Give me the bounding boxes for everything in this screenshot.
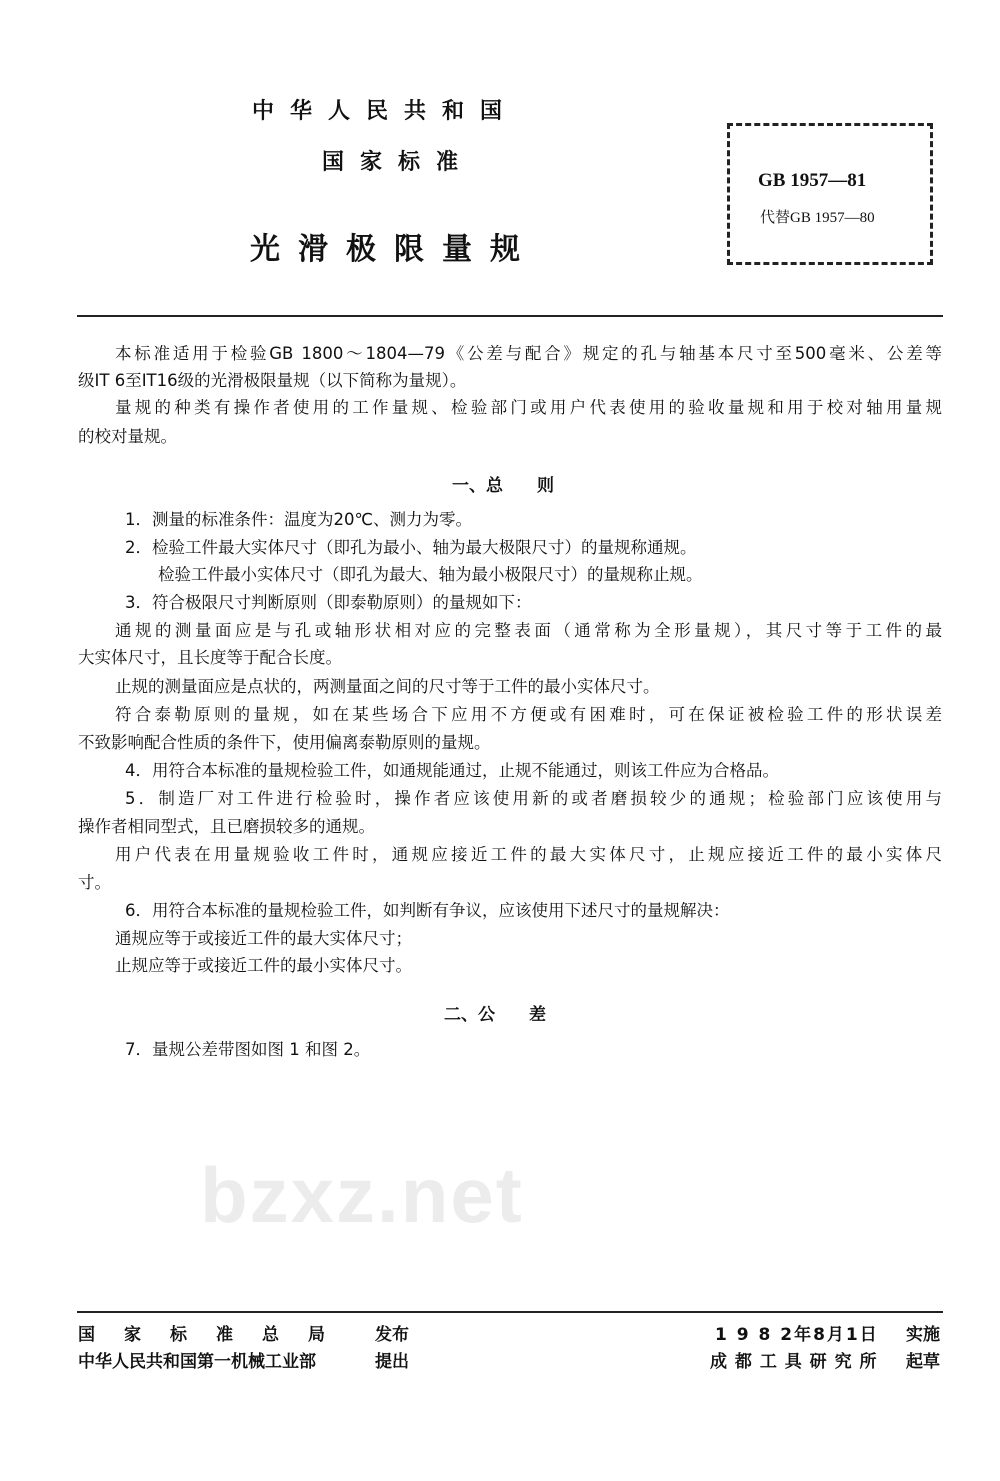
intro-line: 本标准适用于检验GB 1800～1804—79《公差与配合》规定的孔与轴基本尺寸至500毫米、公差等 <box>115 344 942 363</box>
clause-line: 4．用符合本标准的量规检验工件，如通规能通过，止规不能通过，则该工件应为合格品。 <box>125 761 779 780</box>
clause-line: 7．量规公差带图如图 1 和图 2。 <box>125 1040 371 1059</box>
footer-effective-date: 1 9 8 2年8月1日 <box>715 1325 879 1345</box>
footer-drafter: 成 都 工 具 研 究 所 <box>710 1352 878 1372</box>
clause-line: 用户代表在用量规验收工件时，通规应接近工件的最大实体尺寸，止规应接近工件的最小实体尺 <box>115 845 942 864</box>
section-heading-general: 一、总 则 <box>452 476 554 496</box>
clause-line: 不致影响配合性质的条件下，使用偏离泰勒原则的量规。 <box>78 733 491 752</box>
intro-line: 级IT 6至IT16级的光滑极限量规（以下简称为量规）。 <box>78 371 467 390</box>
footer-date-action: 实施 <box>906 1325 940 1345</box>
clause-line: 止规的测量面应是点状的，两测量面之间的尺寸等于工件的最小实体尺寸。 <box>115 677 660 696</box>
footer-proposer-action: 提出 <box>375 1352 409 1372</box>
country-name: 中华人民共和国 <box>252 99 519 124</box>
replaces-code: 代替GB 1957—80 <box>760 210 875 226</box>
intro-line: 量规的种类有操作者使用的工作量规、检验部门或用户代表使用的验收量规和用于校对轴用量规 <box>115 398 942 417</box>
section-heading-tolerance: 二、公 差 <box>444 1005 546 1025</box>
clause-line: 操作者相同型式，且已磨损较多的通规。 <box>78 817 375 836</box>
clause-line: 检验工件最小实体尺寸（即孔为最大、轴为最小极限尺寸）的量规称止规。 <box>158 565 703 584</box>
standard-code: GB 1957—81 <box>758 170 867 191</box>
footer-divider <box>77 1311 943 1313</box>
header-divider <box>77 315 943 317</box>
clause-line: 寸。 <box>78 873 111 892</box>
watermark: bzxz.net <box>200 1151 524 1239</box>
clause-line: 通规的测量面应是与孔或轴形状相对应的完整表面（通常称为全形量规），其尺寸等于工件的最 <box>115 621 942 640</box>
clause-line: 5．制造厂对工件进行检验时，操作者应该使用新的或者磨损较少的通规；检验部门应该使用与 <box>125 789 942 808</box>
footer-issuer: 国 家 标 准 总 局 <box>78 1325 331 1345</box>
clause-line: 3．符合极限尺寸判断原则（即泰勒原则）的量规如下： <box>125 593 532 612</box>
footer-drafter-action: 起草 <box>906 1352 940 1372</box>
intro-line: 的校对量规。 <box>78 427 177 446</box>
clause-line: 止规应等于或接近工件的最小实体尺寸。 <box>115 956 412 975</box>
clause-line: 符合泰勒原则的量规，如在某些场合下应用不方便或有困难时，可在保证被检验工件的形状误差 <box>115 705 942 724</box>
clause-line: 6．用符合本标准的量规检验工件，如判断有争议，应该使用下述尺寸的量规解决： <box>125 901 730 920</box>
footer-issuer-action: 发布 <box>375 1325 409 1345</box>
clause-line: 1．测量的标准条件：温度为20℃、测力为零。 <box>125 510 473 529</box>
footer-proposer: 中华人民共和国第一机械工业部 <box>78 1352 316 1372</box>
clause-line: 大实体尺寸，且长度等于配合长度。 <box>78 648 342 667</box>
document-title: 光滑极限量规 <box>250 232 538 267</box>
clause-line: 通规应等于或接近工件的最大实体尺寸； <box>115 929 412 948</box>
standard-code-box <box>727 123 933 265</box>
standard-category: 国家标准 <box>322 150 475 175</box>
clause-line: 2．检验工件最大实体尺寸（即孔为最小、轴为最大极限尺寸）的量规称通规。 <box>125 538 697 557</box>
